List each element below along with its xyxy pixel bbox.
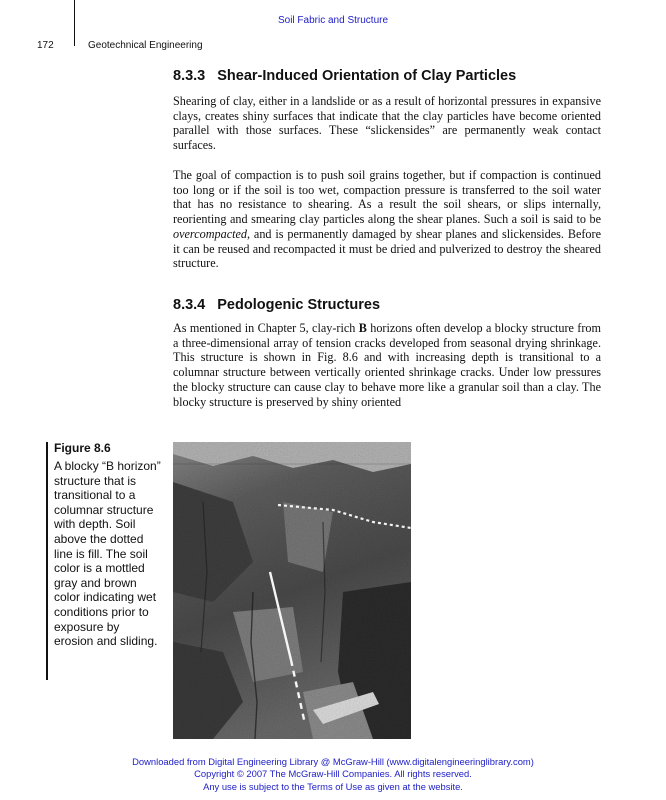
paragraph-pedologenic bbox=[173, 321, 601, 409]
paragraph-slickensides: Shearing of clay, either in a landslide or as a result of horizontal pressures in expansive clays, creates shiny surfaces that indicate that the clay particles have become oriented parallel with those surfaces. These “slickensides” are permanently weak contact surfaces. bbox=[173, 94, 601, 153]
horizon-letter: B bbox=[358, 321, 367, 335]
section-number: 8.3.3 bbox=[173, 68, 206, 84]
paragraph-text: horizons often develop a blocky structure from a three-dimensional array of tension cracks developed from seasonal drying shrinkage. This structure is shown in Fig. 8.6 and with increasing depth is transitional to a columnar structure between vertically oriented shrinkage cracks. Under low pressures the blocky structure can cause clay to behave more like a granular soil than a clay. The blocky structure is preserved by shiny oriented bbox=[173, 321, 601, 409]
section-number: 8.3.4 bbox=[173, 297, 206, 313]
soil-profile-photo bbox=[173, 442, 411, 739]
section-title: Pedologenic Structures bbox=[217, 297, 381, 313]
emphasis-term: overcompacted bbox=[173, 226, 247, 241]
paragraph-text: As mentioned in Chapter 5, clay-rich bbox=[173, 321, 359, 335]
running-head: Soil Fabric and Structure bbox=[277, 15, 389, 26]
book-title: Geotechnical Engineering bbox=[88, 40, 203, 51]
paragraph-overcompaction bbox=[173, 168, 601, 271]
paragraph-text: , and is permanently damaged by shear planes and slickensides. Before it can be reused and recompacted it must be dried and pulverized to destroy the sheared structure. bbox=[173, 226, 601, 271]
footer-notice bbox=[0, 756, 666, 793]
section-title: Shear-Induced Orientation of Clay Particles bbox=[217, 68, 517, 84]
terms-notice: Any use is subject to the Terms of Use as given at the website. bbox=[203, 780, 463, 792]
section-heading-8-3-4 bbox=[173, 297, 380, 313]
page-number: 172 bbox=[37, 40, 54, 51]
download-notice: Downloaded from Digital Engineering Library @ McGraw-Hill (www.digitalengineeringlibrary.com) bbox=[132, 756, 534, 767]
paragraph-text: The goal of compaction is to push soil grains together, but if compaction is continued too long or if the soil is too wet, compaction pressure is transferred to the soil water that has no resistance to shearing. As a result the soil shears, or slips internally, reorienting and smearing clay particles along the shear planes. Such a soil is said to be bbox=[173, 168, 601, 227]
figure-label: Figure 8.6 bbox=[54, 441, 111, 455]
copyright-notice: Copyright © 2007 The McGraw-Hill Companies. All rights reserved. bbox=[194, 768, 472, 780]
figure-caption-bar bbox=[46, 442, 48, 680]
section-heading-8-3-3 bbox=[173, 68, 516, 84]
figure-caption: A blocky “B horizon” structure that is transitional to a columnar structure with depth. Soil above the dotted line is fill. The soil color is a mottled gray and brown color indicating wet conditions prior to exposure by erosion and sliding. bbox=[54, 459, 161, 649]
header-divider bbox=[74, 0, 75, 46]
